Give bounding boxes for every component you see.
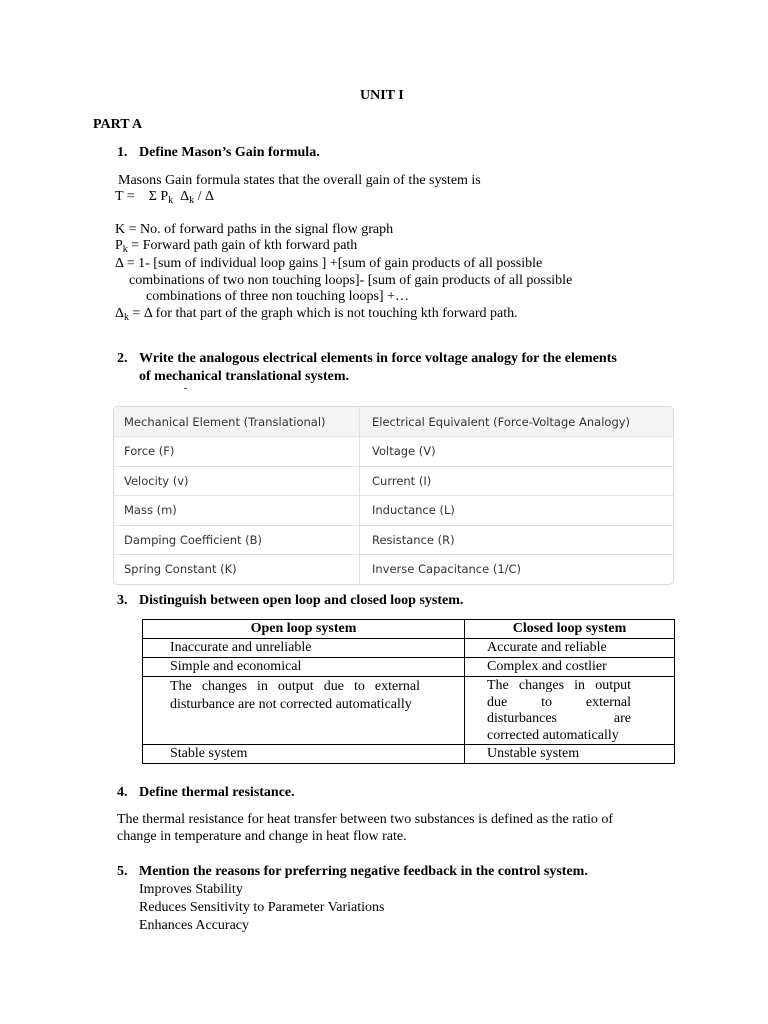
q1-delta-line1: Δ = 1- [sum of individual loop gains ] +[sum of gain products of all possible xyxy=(115,256,543,271)
formula-sub-k: k xyxy=(168,195,174,206)
electrical-cell: Current (I) xyxy=(372,473,432,488)
formula-sum: Σ P xyxy=(148,189,169,204)
table-row xyxy=(114,495,673,525)
mechanical-cell: Damping Coefficient (B) xyxy=(114,526,360,555)
q2-title-line2: of mechanical translational system. xyxy=(139,369,349,384)
part-title: PART A xyxy=(93,117,143,132)
open-loop-cell: Inaccurate and unreliable xyxy=(143,639,465,658)
closed-loop-header: Closed loop system xyxy=(465,620,675,639)
electrical-cell: Voltage (V) xyxy=(372,444,436,459)
closed-loop-cell: Accurate and reliable xyxy=(465,639,675,658)
q1-delta-line2: combinations of two non touching loops]- [sum of gain products of all possible xyxy=(129,273,573,288)
q1-intro: Masons Gain formula states that the overall gain of the system is xyxy=(118,173,481,188)
mechanical-cell: Velocity (v) xyxy=(114,467,360,496)
pk-rest: = Forward path gain of kth forward path xyxy=(127,238,358,253)
q1-formula xyxy=(115,189,214,205)
analogy-table-header xyxy=(114,407,673,436)
q4-title: Define thermal resistance. xyxy=(139,785,295,800)
electrical-cell: Resistance (R) xyxy=(372,532,455,547)
formula-lhs: T = xyxy=(115,189,135,204)
table-row xyxy=(143,677,675,745)
formula-sub-k2: k xyxy=(189,195,195,206)
q4-body-line2: change in temperature and change in heat flow rate. xyxy=(117,829,407,844)
pk-p: P xyxy=(115,238,123,253)
open-loop-cell: Stable system xyxy=(143,745,465,764)
mechanical-cell: Spring Constant (K) xyxy=(114,555,360,584)
q5-title: Mention the reasons for preferring negative feedback in the control system. xyxy=(139,864,588,879)
formula-rest: / Δ xyxy=(197,189,215,204)
table-row xyxy=(143,639,675,658)
table-row xyxy=(143,658,675,677)
mechanical-cell: Mass (m) xyxy=(114,496,360,525)
dk-rest: = Δ for that part of the graph which is not touching kth forward path. xyxy=(129,306,518,321)
q4-body-line1: The thermal resistance for heat transfer between two substances is defined as the ratio of xyxy=(117,812,614,827)
table-row xyxy=(114,466,673,496)
open-loop-cell: Simple and economical xyxy=(143,658,465,677)
table-row xyxy=(114,525,673,555)
table-row xyxy=(143,745,675,764)
loop-comparison-table xyxy=(142,619,675,764)
dk-d: Δ xyxy=(115,306,125,321)
mechanical-cell: Force (F) xyxy=(114,437,360,466)
electrical-cell: Inverse Capacitance (1/C) xyxy=(372,562,522,577)
closed-loop-cell: Unstable system xyxy=(465,745,675,764)
table-row xyxy=(114,436,673,466)
q5-item: Enhances Accuracy xyxy=(139,918,249,933)
unit-title: UNIT I xyxy=(360,88,404,103)
q4-number: 4. xyxy=(117,785,128,800)
analogy-table xyxy=(113,406,674,585)
q3-number: 3. xyxy=(117,593,128,608)
q1-dk-definition xyxy=(115,306,518,322)
open-loop-cell: The changes in output due to external disturbance are not corrected automatically xyxy=(143,677,465,745)
q1-pk-definition xyxy=(115,238,357,254)
q5-item: Improves Stability xyxy=(139,882,243,897)
electrical-cell: Inductance (L) xyxy=(372,503,455,518)
q1-delta-line3: combinations of three non touching loops] +… xyxy=(146,289,409,304)
closed-loop-cell: Complex and costlier xyxy=(465,658,675,677)
closed-loop-cell: The changes in output due to external disturbances are corrected automatically xyxy=(465,677,675,745)
table-row xyxy=(114,554,673,584)
pk-sub: k xyxy=(122,244,128,255)
analogy-header-electrical: Electrical Equivalent (Force-Voltage Analogy) xyxy=(372,414,631,429)
open-loop-header: Open loop system xyxy=(143,620,465,639)
q2-number: 2. xyxy=(117,351,128,366)
analogy-header-mechanical: Mechanical Element (Translational) xyxy=(114,407,360,436)
table-row xyxy=(143,620,675,639)
stray-mark: - xyxy=(184,383,188,394)
q1-number: 1. xyxy=(117,145,128,160)
q3-title: Distinguish between open loop and closed loop system. xyxy=(139,593,464,608)
q5-number: 5. xyxy=(117,864,128,879)
q5-item: Reduces Sensitivity to Parameter Variations xyxy=(139,900,385,915)
formula-delta: Δ xyxy=(180,189,190,204)
dk-sub: k xyxy=(124,312,130,323)
q1-k-definition: K = No. of forward paths in the signal flow graph xyxy=(115,222,394,237)
q2-title-line1: Write the analogous electrical elements in force voltage analogy for the elements xyxy=(139,351,617,366)
q1-title: Define Mason’s Gain formula. xyxy=(139,145,320,160)
